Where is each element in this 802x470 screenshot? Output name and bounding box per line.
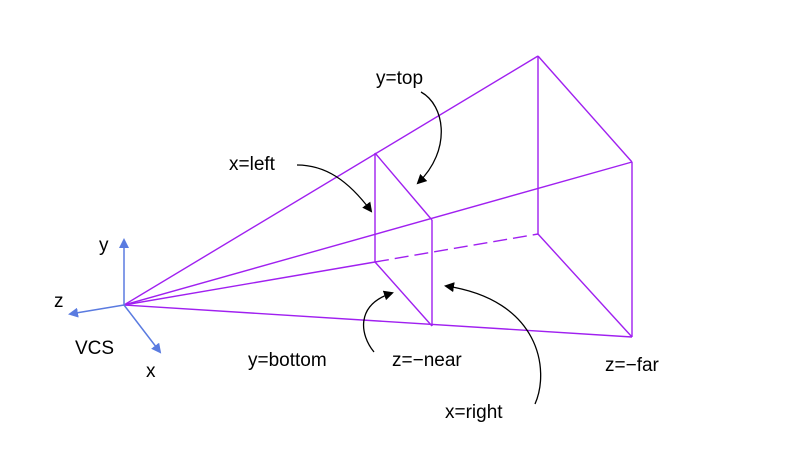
- callout-x-left: [297, 165, 371, 211]
- near-top-edge: [375, 153, 432, 220]
- x-axis-arrow: [124, 305, 160, 352]
- axis-label-z: z: [54, 291, 64, 312]
- callout-y-top: [418, 92, 441, 183]
- vcs-axes: [70, 240, 160, 352]
- ray-bottom-left-near: [124, 262, 375, 305]
- callout-y-bottom: [364, 293, 392, 352]
- label-x-left: x=left: [229, 154, 275, 175]
- label-z-far: z=−far: [605, 355, 659, 376]
- callout-x-right: [446, 286, 541, 404]
- label-y-bottom: y=bottom: [248, 350, 327, 371]
- ray-bottom-right: [124, 305, 632, 337]
- ray-top-right: [124, 162, 632, 305]
- z-axis-arrow: [70, 305, 124, 314]
- ray-bottom-left-far: [375, 234, 538, 262]
- near-bottom-edge: [375, 262, 432, 326]
- axis-label-x: x: [146, 361, 156, 382]
- frustum: [124, 56, 632, 337]
- axis-label-vcs: VCS: [75, 338, 115, 359]
- labels: [54, 68, 660, 423]
- axis-label-y: y: [99, 235, 109, 256]
- ray-top-left: [124, 56, 538, 305]
- far-bottom-edge: [538, 234, 632, 337]
- label-z-near: z=−near: [392, 350, 462, 371]
- label-y-top: y=top: [376, 68, 424, 89]
- label-x-right: x=right: [445, 402, 503, 423]
- far-top-edge: [538, 56, 632, 162]
